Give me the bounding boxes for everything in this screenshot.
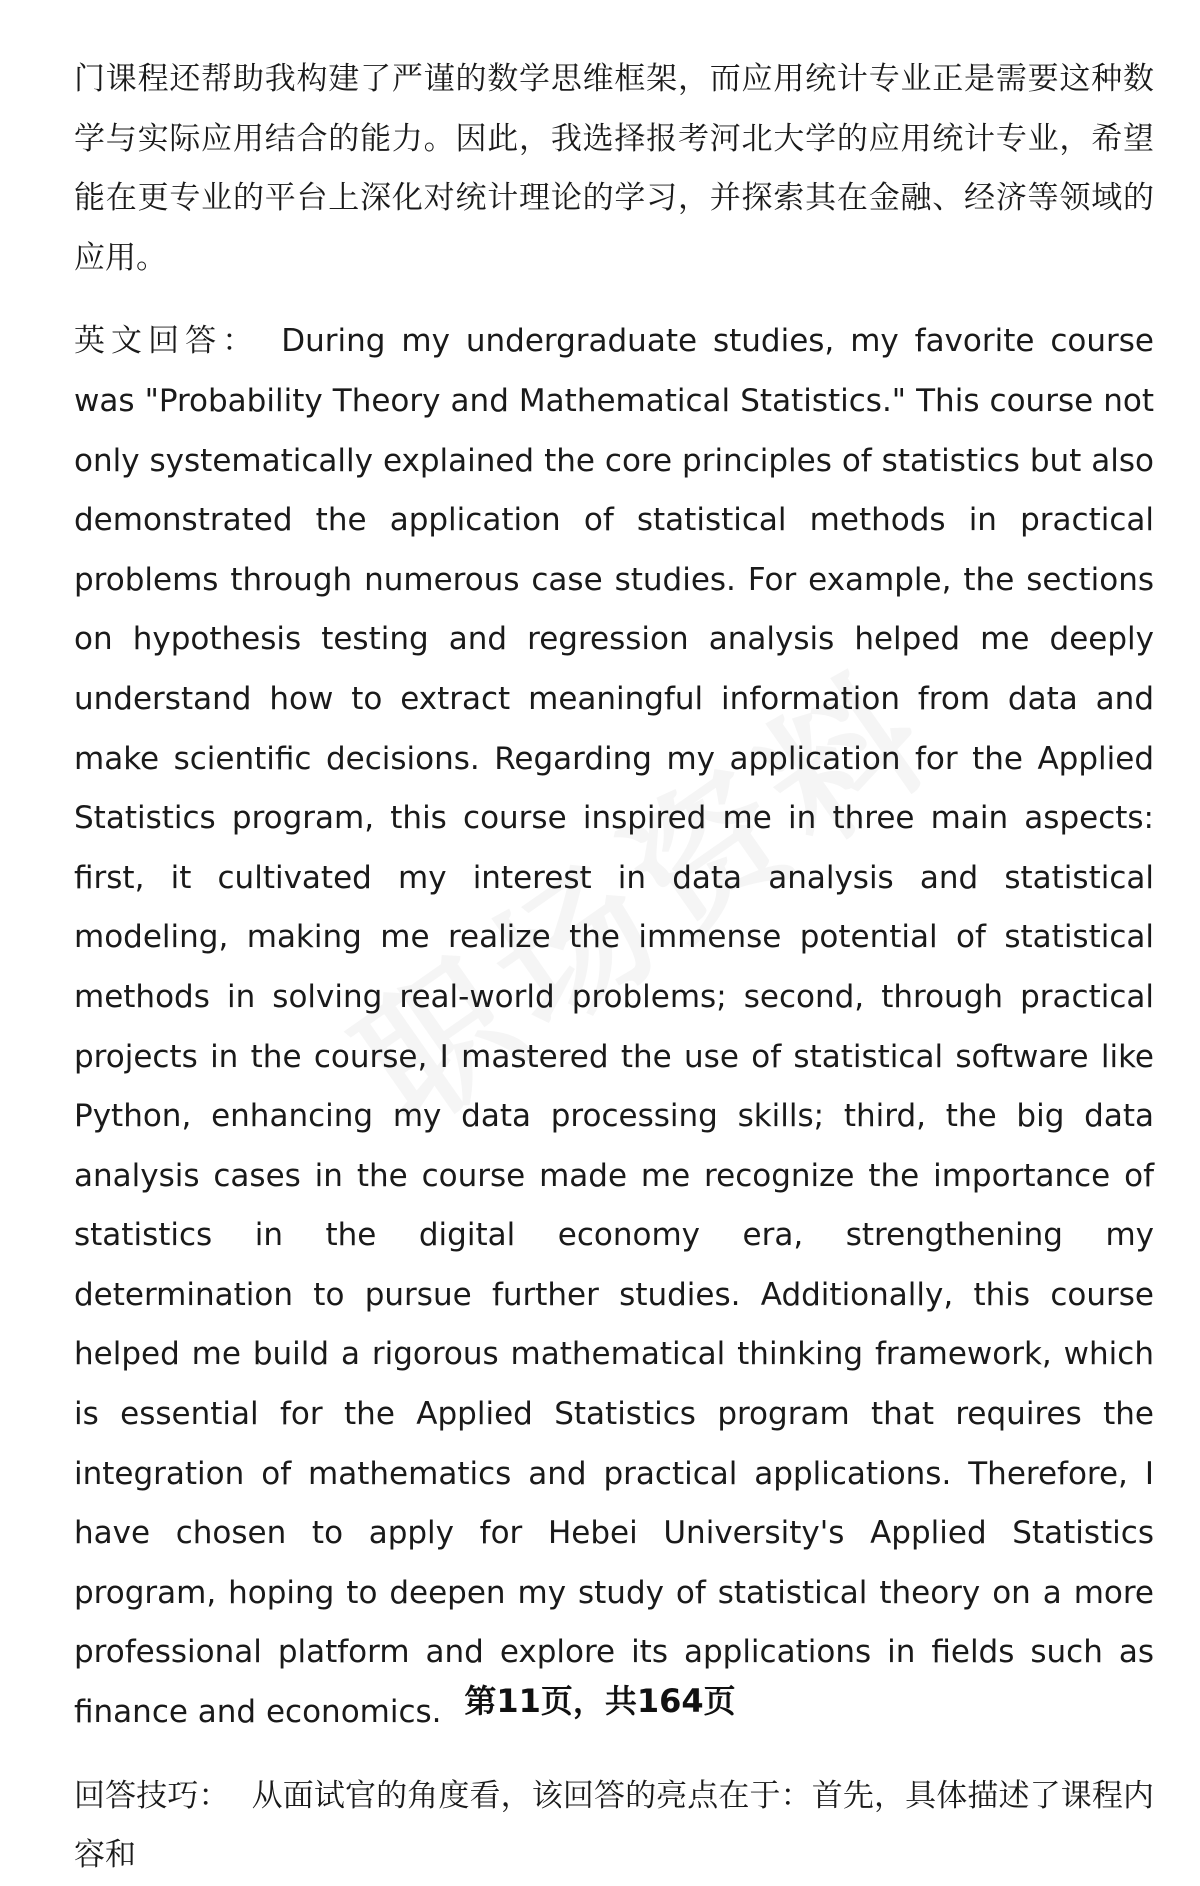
english-answer-paragraph [74, 312, 1154, 1742]
english-answer-text: During my undergraduate studies, my favorite course was "Probability Theory and Mathematical Statistics." This course not only systematically explained the core principles of statistics but also demonstrated the application of statistical methods in practical problems through numerous case studies. For example, the sections on hypothesis testing and regression analysis helped me deeply understand how to extract meaningful information from data and make scientific decisions. Regarding my application for the Applied Statistics program, this course inspired me in three main aspects: first, it cultivated my interest in data analysis and statistical modeling, making me realize the immense potential of statistical methods in solving real-world problems; second, through practical projects in the course, I mastered the use of statistical software like Python, enhancing my data processing skills; third, the big data analysis cases in the course made me recognize the importance of statistics in the digital economy era, strengthening my determination to pursue further studies. Additionally, this course helped me build a rigorous mathematical thinking framework, which is essential for the Applied Statistics program that requires the integration of mathematics and practical applications. Therefore, I have chosen to apply for Hebei University's Applied Statistics program, hoping to deepen my study of statistical theory on a more professional platform and explore its applications in fields such as finance and economics. [74, 323, 1154, 1731]
page-number: 第11页，共164页 [464, 1682, 736, 1720]
document-page [74, 50, 1154, 1886]
english-answer-label: 英文回答： [74, 323, 260, 360]
chinese-answer-continuation: 门课程还帮助我构建了严谨的数学思维框架，而应用统计专业正是需要这种数学与实际应用结合的能力。因此，我选择报考河北大学的应用统计专业，希望能在更专业的平台上深化对统计理论的学习，并探索其在金融、经济等领域的应用。 [74, 61, 1154, 276]
answer-tips-text: 从面试官的角度看，该回答的亮点在于：首先，具体描述了课程内容和 [74, 1777, 1155, 1874]
answer-tips-paragraph [74, 1767, 1154, 1886]
answer-tips-label: 回答技巧： [74, 1777, 230, 1814]
